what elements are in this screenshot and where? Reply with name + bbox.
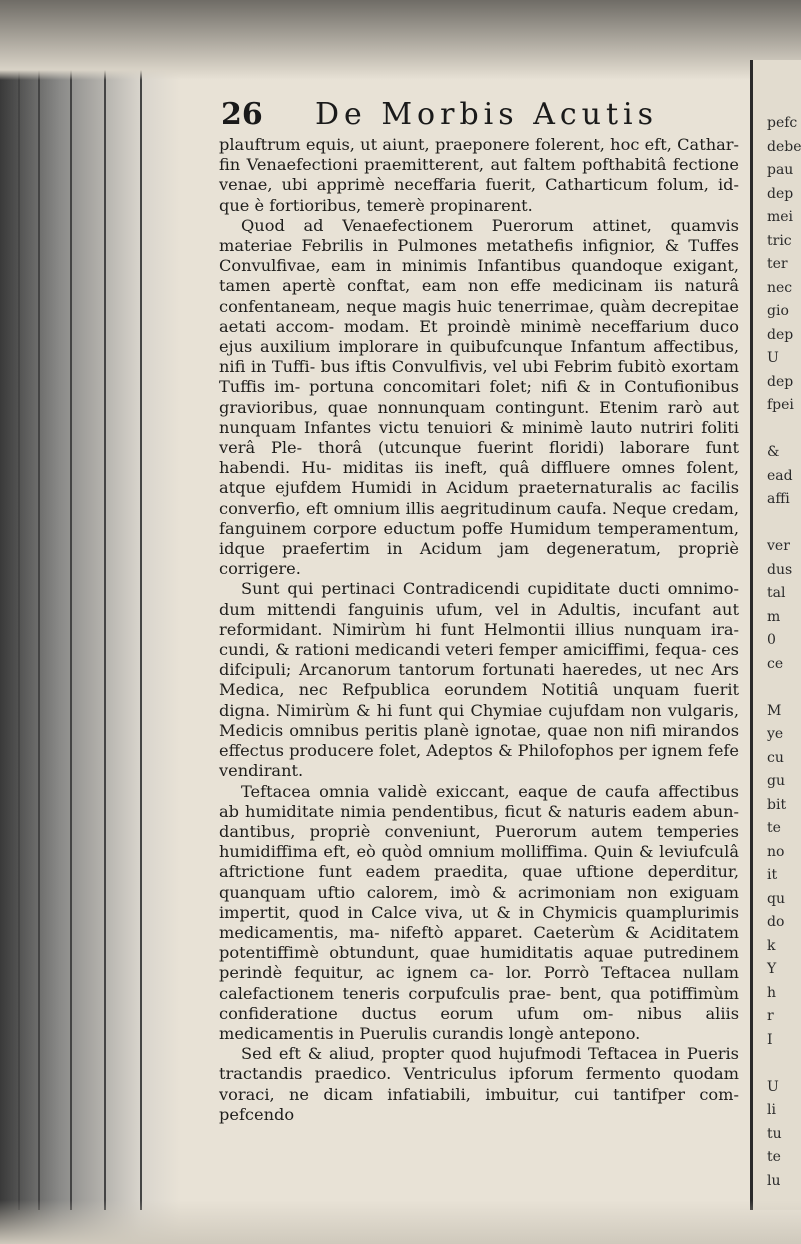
margin-fragment: m (767, 608, 781, 625)
paragraph-2: Quod ad Venaefectionem Puerorum attinet, quamvis materiae Febrilis in Pulmones metathefis infignior, & Tuffes Convulfivae, eam in minimis Infantibus quandoque exigant, tamen apertè conftat, eam non effe medicinam iis naturâ confentaneam, neque magis huic tenerrimae, quàm decrepitae aetati accom- modam. Et proindè minimè neceffarium duco ejus auxilium implorare in quibufcunque Infantum affectibus, nifi in Tuffi- bus iftis Convulfivis, vel ubi Febrim fubitò exortam Tuffis im- portuna concomitari folet; nifi & in Contufionibus gravioribus, quae nonnunquam contingunt. Etenim rarò aut nunquam Infantes victu tenuiori & minimè lauto nutriri foliti verâ Ple- thorâ (utcunque fuerint floridi) laborare funt habendi. Hu- miditas iis ineft, quâ diffluere omnes folent, atque ejufdem Humidi in Acidum praeternaturalis ac facilis converfio, eft omnium illis aegritudinum caufa. Neque credam, fanguinem corpore eductum poffe Humidum temperamentum, idque praefertim in Acidum jam degeneratum, propriè corrigere. (219, 215, 739, 579)
margin-fragment: ead (767, 467, 793, 484)
margin-fragment: pefc (767, 115, 798, 131)
margin-fragment: cu (767, 749, 784, 766)
margin-fragment: dep (767, 185, 794, 202)
running-head: De Morbis Acutis (315, 97, 659, 132)
margin-fragment: r (767, 1008, 774, 1024)
margin-fragment: dus (767, 561, 793, 578)
margin-fragment: ce (767, 655, 784, 672)
margin-fragment: te (767, 1149, 781, 1165)
facing-page-edge (750, 60, 801, 1210)
margin-fragment: debe (767, 138, 801, 155)
margin-fragment: ver (767, 538, 790, 554)
page-header (205, 95, 750, 135)
margin-fragment: dep (767, 373, 794, 390)
margin-fragment: qu (767, 890, 785, 907)
binding-shadow (0, 0, 180, 1244)
bottom-shadow (0, 1200, 801, 1244)
margin-fragment: I (767, 1031, 773, 1048)
margin-fragment: M (767, 702, 782, 719)
margin-fragment: k (767, 937, 776, 954)
top-shadow (0, 0, 801, 80)
margin-fragment: affi (767, 491, 790, 507)
paragraph-4: Teftacea omnia validè exiccant, eaque de caufa affectibus ab humiditate nimia pendentibus, ficut & naturis eadem abun- dantibus, propriè conveniunt, Puerorum autem temperies humidiffima eft, eò quòd omnium molliffima. Quin & leviufculâ aftrictione funt eadem praedita, quae uftione deperditur, quanquam uftio calorem, imò & acrimoniam non exiguam impertit, quod in Calce viva, ut & in Chymicis quamplurimis medicamentis, ma- nifeftò apparet. Caeterùm & Aciditatem potentiffimè obtundunt, quae humiditatis aquae putredinem perindè fequitur, ac ignem ca- lor. Porrò Teftacea nullam calefactionem teneris corpufculis prae- bent, qua potiffimùm confideratione ductus eorum ufum om- nibus aliis medicamentis in Puerulis curandis longè antepono. (219, 781, 739, 1043)
margin-fragment: ter (767, 256, 788, 272)
margin-fragment: dep (767, 326, 794, 343)
book-page (205, 95, 750, 1180)
margin-fragment: fpei (767, 397, 794, 413)
margin-fragment: h (767, 984, 777, 1001)
margin-fragment: mei (767, 209, 794, 225)
margin-fragment: te (767, 820, 781, 836)
margin-fragment: U (767, 350, 779, 366)
margin-fragment: do (767, 914, 785, 930)
paragraph-1: plauftrum equis, ut aiunt, praeponere folerent, hoc eft, Cathar- fin Venaefectioni praemitterent, aut faltem pofthabitâ fectione venae, ubi apprimè neceffaria fuerit, Catharticum folum, id- que è fortioribus, temerè propinarent. (219, 135, 739, 215)
margin-fragment: & (767, 444, 780, 460)
paragraph-3: Sunt qui pertinaci Contradicendi cupiditate ducti omnimo- dum mittendi fanguinis ufum, vel in Adultis, incufant aut reformidant. Nimirùm hi funt Helmontii illius nunquam ira- cundi, & rationi medicandi veteri femper amiciffimi, fequa- ces difcipuli; Arcanorum tantorum fortunati haeredes, ut nec Ars Medica, nec Refpublica eorundem Notitiâ unquam fuerit digna. Nimirùm & hi funt qui Chymiae cujufdam non vulgaris, Medicis omnibus peritis planè ignotae, quae non nifi mirandos effectus producere folet, Adeptos & Philofophos per ignem fefe vendirant. (219, 579, 739, 781)
paragraph-5: Sed eft & aliud, propter quod hujufmodi Teftacea in Pueris tractandis praedico. Ventriculus ipforum fermento quodam voraci, ne dicam infatiabili, imbuitur, cui tantifper com- pefcendo (219, 1044, 739, 1124)
margin-fragment: tu (767, 1125, 782, 1142)
margin-fragment: gio (767, 303, 789, 319)
margin-fragment: bit (767, 796, 787, 813)
margin-fragment: ye (767, 726, 784, 742)
margin-fragment: lu (767, 1172, 781, 1189)
margin-fragment: no (767, 843, 785, 860)
margin-fragment: nec (767, 279, 793, 296)
margin-fragment: tal (767, 585, 786, 601)
margin-fragment: 0 (767, 632, 776, 648)
margin-fragment: pau (767, 162, 794, 178)
margin-fragment: U (767, 1078, 779, 1095)
margin-fragment: li (767, 1102, 776, 1118)
margin-fragment: tric (767, 232, 792, 249)
margin-fragment: gu (767, 773, 785, 789)
page-number: 26 (221, 97, 263, 132)
margin-fragment: Y (767, 961, 777, 977)
body-text (219, 135, 739, 1125)
margin-fragment: it (767, 867, 778, 883)
